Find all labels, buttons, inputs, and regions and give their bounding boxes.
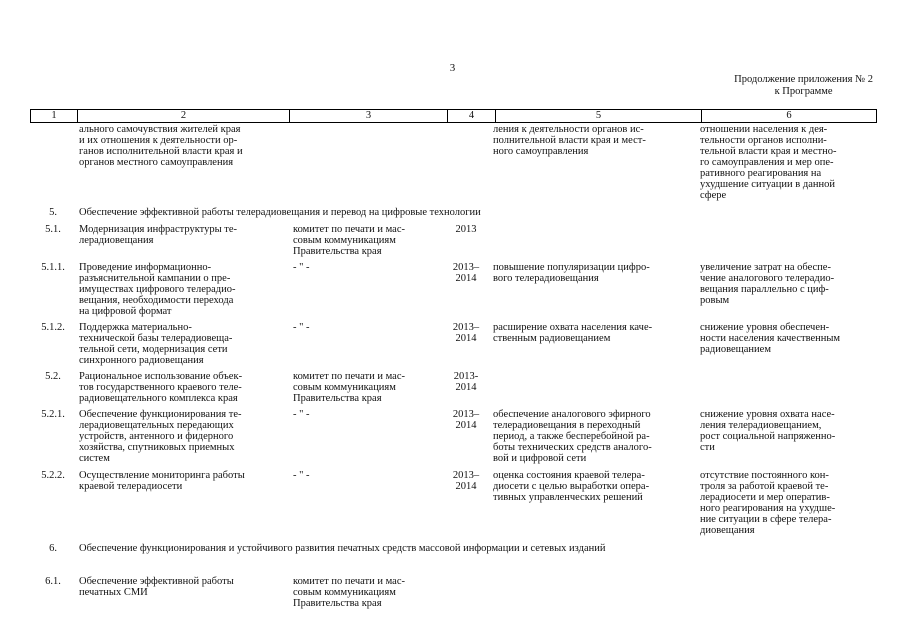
cell-line: 2013– [452, 470, 480, 481]
consequence-cell [700, 409, 874, 453]
cell-line: боты технических средств аналого- [493, 442, 652, 453]
column-header: 3 [290, 110, 448, 123]
cell-line: диовещания [700, 525, 755, 536]
cell-line: снижение уровня охвата насе- [700, 409, 835, 420]
cell-line: тельности органов исполни- [700, 135, 827, 146]
period-cell [445, 322, 487, 344]
executor-cell [293, 576, 443, 609]
cell-line: диосети с целью выработки опера- [493, 481, 650, 492]
cell-line: тельной сети, модернизация сети [79, 344, 228, 355]
cell-line: 2013– [452, 409, 480, 420]
cell-line: разъяснительной кампании о пре- [79, 273, 231, 284]
cell-line: на цифровой формат [79, 306, 172, 317]
row-number-cell: 5.1.1. [41, 262, 65, 273]
cell-line: - " - [293, 262, 310, 273]
expected-result-cell [493, 262, 698, 284]
row-number-cell: 5.2. [45, 371, 61, 382]
expected-result-cell [493, 409, 698, 464]
cell-line: ухудшение ситуации в данной [700, 179, 835, 190]
period-cell [445, 409, 487, 431]
consequence-cell [700, 262, 874, 306]
cell-line: Правительства края [293, 393, 382, 404]
cell-line: краевой телерадиосети [79, 481, 183, 492]
continuation-note [734, 74, 873, 98]
expected-result-cell [493, 124, 698, 157]
page-number: 3 [449, 62, 456, 74]
cell-line: Проведение информационно- [79, 262, 212, 273]
cell-line: печатных СМИ [79, 587, 148, 598]
cell-line: - " - [293, 409, 310, 420]
cell-line: увеличение затрат на обеспе- [700, 262, 831, 273]
cell-line: ного реагирования на ухудше- [700, 503, 836, 514]
cell-line: вой и цифровой сети [493, 453, 587, 464]
continuation-line: Продолжение приложения № 2 [734, 74, 873, 85]
cell-line: и их отношения к деятельности ор- [79, 135, 238, 146]
cell-line: органов местного самоуправления [79, 157, 234, 168]
column-header: 4 [448, 110, 496, 123]
cell-line: троля за работой краевой те- [700, 481, 829, 492]
period-cell [445, 262, 487, 284]
column-header: 6 [702, 110, 877, 123]
cell-line: ровым [700, 295, 730, 306]
cell-line: тивных управленческих решений [493, 492, 643, 503]
cell-line: телерадиовещания в переходный [493, 420, 641, 431]
cell-line: 2014 [455, 481, 477, 492]
cell-line: хозяйства, спутниковых приемных [79, 442, 235, 453]
cell-line: лерадиосети и мер оператив- [700, 492, 830, 503]
cell-line: период, а также бесперебойной ра- [493, 431, 650, 442]
activity-name-cell [79, 371, 289, 404]
cell-line: ности населения качественным [700, 333, 841, 344]
cell-line: обеспечение аналогового эфирного [493, 409, 651, 420]
activity-name-cell [79, 262, 289, 317]
cell-line: Поддержка материально- [79, 322, 192, 333]
cell-line: лерадиовещательных передающих [79, 420, 234, 431]
period-cell [445, 470, 487, 492]
section-title: Обеспечение функционирования и устойчивого развития печатных средств массовой информации и сетевых изданий [79, 543, 606, 554]
cell-line: тов государственного краевого теле- [79, 382, 242, 393]
executor-cell [293, 322, 443, 333]
consequence-cell [700, 470, 874, 536]
cell-line: комитет по печати и мас- [293, 576, 405, 587]
period-cell [445, 224, 487, 235]
row-number-cell: 5.2.2. [41, 470, 65, 481]
cell-line: ганов исполнительной власти края и [79, 146, 243, 157]
cell-line: 2013- [453, 371, 479, 382]
column-header-row [30, 109, 877, 123]
executor-cell [293, 371, 443, 404]
cell-line: - " - [293, 470, 310, 481]
cell-line: го самоуправления и мер опе- [700, 157, 834, 168]
column-header: 2 [78, 110, 290, 123]
cell-line: Рациональное использование объек- [79, 371, 243, 382]
column-header: 5 [496, 110, 702, 123]
cell-line: тельной власти края и местно- [700, 146, 837, 157]
cell-line: - " - [293, 322, 310, 333]
cell-line: чение аналогового телерадио- [700, 273, 835, 284]
expected-result-cell [493, 322, 698, 344]
continuation-line: к Программе [774, 86, 833, 97]
cell-line: лерадиовещания [79, 235, 154, 246]
cell-line: Правительства края [293, 598, 382, 609]
row-number-cell: 5.1.2. [41, 322, 65, 333]
consequence-cell [700, 322, 874, 355]
executor-cell [293, 409, 443, 420]
cell-line: сти [700, 442, 715, 453]
activity-name-cell [79, 576, 289, 598]
activity-name-cell [79, 322, 289, 366]
consequence-cell [700, 124, 874, 201]
cell-line: снижение уровня обеспечен- [700, 322, 830, 333]
cell-line: ления телерадиовещанием, [700, 420, 822, 431]
cell-line: совым коммуникациям [293, 382, 396, 393]
column-header: 1 [31, 110, 78, 123]
cell-line: сфере [700, 190, 727, 201]
cell-line: ного самоуправления [493, 146, 589, 157]
row-number-cell: 5.1. [45, 224, 61, 235]
cell-line: радиовещанием [700, 344, 771, 355]
cell-line: ративного реагирования на [700, 168, 822, 179]
cell-line: 2013 [455, 224, 477, 235]
cell-line: оценка состояния краевой телера- [493, 470, 645, 481]
cell-line: устройств, антенного и фидерного [79, 431, 234, 442]
cell-line: Осуществление мониторинга работы [79, 470, 245, 481]
cell-line: 2014 [455, 273, 477, 284]
cell-line: Обеспечение эффективной работы [79, 576, 234, 587]
cell-line: отсутствие постоянного кон- [700, 470, 829, 481]
cell-line: повышение популяризации цифро- [493, 262, 650, 273]
activity-name-cell [79, 470, 289, 492]
cell-line: ления к деятельности органов ис- [493, 124, 644, 135]
cell-line: комитет по печати и мас- [293, 371, 405, 382]
cell-line: вого телерадиовещания [493, 273, 599, 284]
cell-line: рост социальной напряженно- [700, 431, 836, 442]
section-number: 5. [49, 207, 57, 218]
cell-line: 2014 [455, 382, 477, 393]
cell-line: Обеспечение функционирования те- [79, 409, 242, 420]
cell-line: отношении населения к дея- [700, 124, 828, 135]
cell-line: 2014 [455, 420, 477, 431]
activity-name-cell [79, 224, 289, 246]
cell-line: систем [79, 453, 110, 464]
activity-name-cell [79, 124, 289, 168]
activity-name-cell [79, 409, 289, 464]
section-number: 6. [49, 543, 57, 554]
cell-line: синхронного радиовещания [79, 355, 204, 366]
cell-line: ального самочувствия жителей края [79, 124, 241, 135]
cell-line: 2013– [452, 322, 480, 333]
executor-cell [293, 470, 443, 481]
cell-line: ственным радиовещанием [493, 333, 611, 344]
expected-result-cell [493, 470, 698, 503]
cell-line: комитет по печати и мас- [293, 224, 405, 235]
cell-line: 2014 [455, 333, 477, 344]
cell-line: вещания параллельно с циф- [700, 284, 829, 295]
cell-line: радиовещательного комплекса края [79, 393, 238, 404]
cell-line: имуществах цифрового телерадио- [79, 284, 236, 295]
cell-line: совым коммуникациям [293, 587, 396, 598]
cell-line: полнительной власти края и мест- [493, 135, 646, 146]
cell-line: вещания, необходимости перехода [79, 295, 234, 306]
cell-line: ние ситуации в сфере телера- [700, 514, 832, 525]
row-number-cell: 5.2.1. [41, 409, 65, 420]
section-title: Обеспечение эффективной работы телерадиовещания и перевод на цифровые технологии [79, 207, 481, 218]
cell-line: Правительства края [293, 246, 382, 257]
executor-cell [293, 224, 443, 257]
cell-line: технической базы телерадиовеща- [79, 333, 233, 344]
cell-line: совым коммуникациям [293, 235, 396, 246]
cell-line: Модернизация инфраструктуры те- [79, 224, 238, 235]
period-cell [445, 371, 487, 393]
executor-cell [293, 262, 443, 273]
cell-line: 2013– [452, 262, 480, 273]
cell-line: расширение охвата населения каче- [493, 322, 653, 333]
row-number-cell: 6.1. [45, 576, 61, 587]
